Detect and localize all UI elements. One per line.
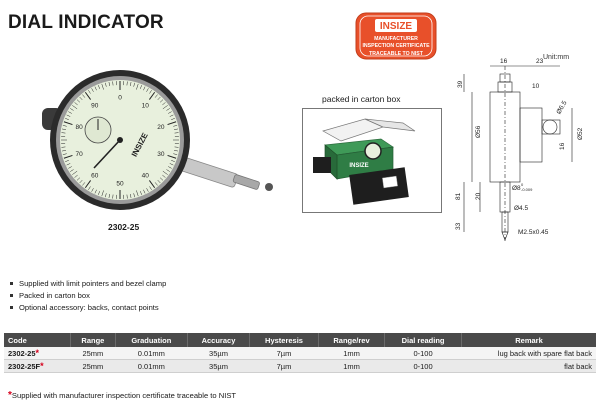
dim-39: 39 [457,80,464,88]
carton-box-image [302,108,442,213]
packaging-caption: packed in carton box [322,94,401,104]
table-row [4,347,596,360]
dial-number: 60 [91,172,99,180]
cell-accuracy: 35µm [187,347,249,360]
cell-hysteresis: 7µm [250,360,319,373]
dim-16-right: 16 [559,142,566,150]
col-accuracy: Accuracy [187,333,249,347]
dial-number: 80 [75,124,83,132]
cell-code [4,360,71,373]
col-remark: Remark [462,333,597,347]
dial-number: 30 [157,150,165,158]
cell-graduation: 0.01mm [115,360,187,373]
badge-line-traceable: TRACEABLE TO NIST [369,51,423,57]
page-title: DIAL INDICATOR [8,12,164,33]
dim-dia6-5: Ø6.5 [555,99,569,116]
contact-point [265,183,273,191]
carton-box-drawing [303,109,441,212]
certificate-star: * [40,361,44,371]
feature-list [8,278,166,314]
certificate-star: * [35,348,40,358]
cell-range: 25mm [71,360,116,373]
col-range: Range [71,333,116,347]
dial-number: 90 [91,102,99,110]
cell-remark: flat back [462,360,597,373]
cell-hysteresis: 7µm [250,347,319,360]
footnote [8,390,236,401]
cell-code [4,347,71,360]
dial-number: 70 [75,150,83,158]
cell-dial-reading: 0-100 [385,360,462,373]
footnote-star: * [8,390,12,401]
spec-table [4,333,596,373]
dial-indicator-image [38,68,278,213]
feature-item: Supplied with limit pointers and bezel clamp [8,278,166,290]
col-range-rev: Range/rev [318,333,384,347]
dim-81: 81 [455,192,462,200]
dim-dia8-upper-tol: 0 [521,182,524,187]
cell-range-rev: 1mm [318,347,384,360]
dim-20: 20 [475,192,482,200]
dim-23: 23 [536,58,544,65]
dimension-drawing [452,52,598,242]
dim-10: 10 [532,83,540,90]
dim-dia8: Ø8 [512,185,521,192]
dim-dia4-5: Ø4.5 [514,205,529,212]
cell-range: 25mm [71,347,116,360]
spindle [233,174,260,190]
model-label: 2302-25 [108,222,140,232]
cell-remark: lug back with spare flat back [462,347,597,360]
dial-brand: INSIZE [129,131,150,159]
dial-number: 50 [116,180,124,188]
badge-brand: INSIZE [379,21,413,32]
col-graduation: Graduation [115,333,187,347]
badge-line-manufacturer: MANUFACTURER [374,36,418,42]
certificate-badge [355,12,437,60]
table-header-row [4,333,596,347]
code-text: 2302-25 [8,349,36,358]
feature-item: Packed in carton box [8,290,166,302]
col-hysteresis: Hysteresis [250,333,319,347]
dial-number: 10 [141,102,149,110]
table-row [4,360,596,373]
cell-range-rev: 1mm [318,360,384,373]
dial-number: 40 [141,172,149,180]
cell-accuracy: 35µm [187,360,249,373]
col-dial-reading: Dial reading [385,333,462,347]
code-text: 2302-25F [8,362,41,371]
dim-thread: M2.5x0.45 [518,229,549,236]
cell-dial-reading: 0-100 [385,347,462,360]
badge-line-inspection: INSPECTION CERTIFICATE [362,43,430,49]
dim-16: 16 [500,58,508,65]
dim-dia56: Ø56 [475,125,482,138]
feature-item: Optional accessory: backs, contact points [8,302,166,314]
dial-number: 0 [118,94,122,102]
dim-dia52: Ø52 [577,127,584,140]
dim-dia8-lower-tol: -0.009 [521,187,533,192]
footnote-text: Supplied with manufacturer inspection certificate traceable to NIST [11,391,237,400]
unit-label: Unit:mm [543,54,570,61]
dim-33: 33 [455,222,462,230]
box-brand: INSIZE [349,163,369,169]
cell-graduation: 0.01mm [115,347,187,360]
dial-number: 20 [157,124,165,132]
col-code: Code [4,333,71,347]
